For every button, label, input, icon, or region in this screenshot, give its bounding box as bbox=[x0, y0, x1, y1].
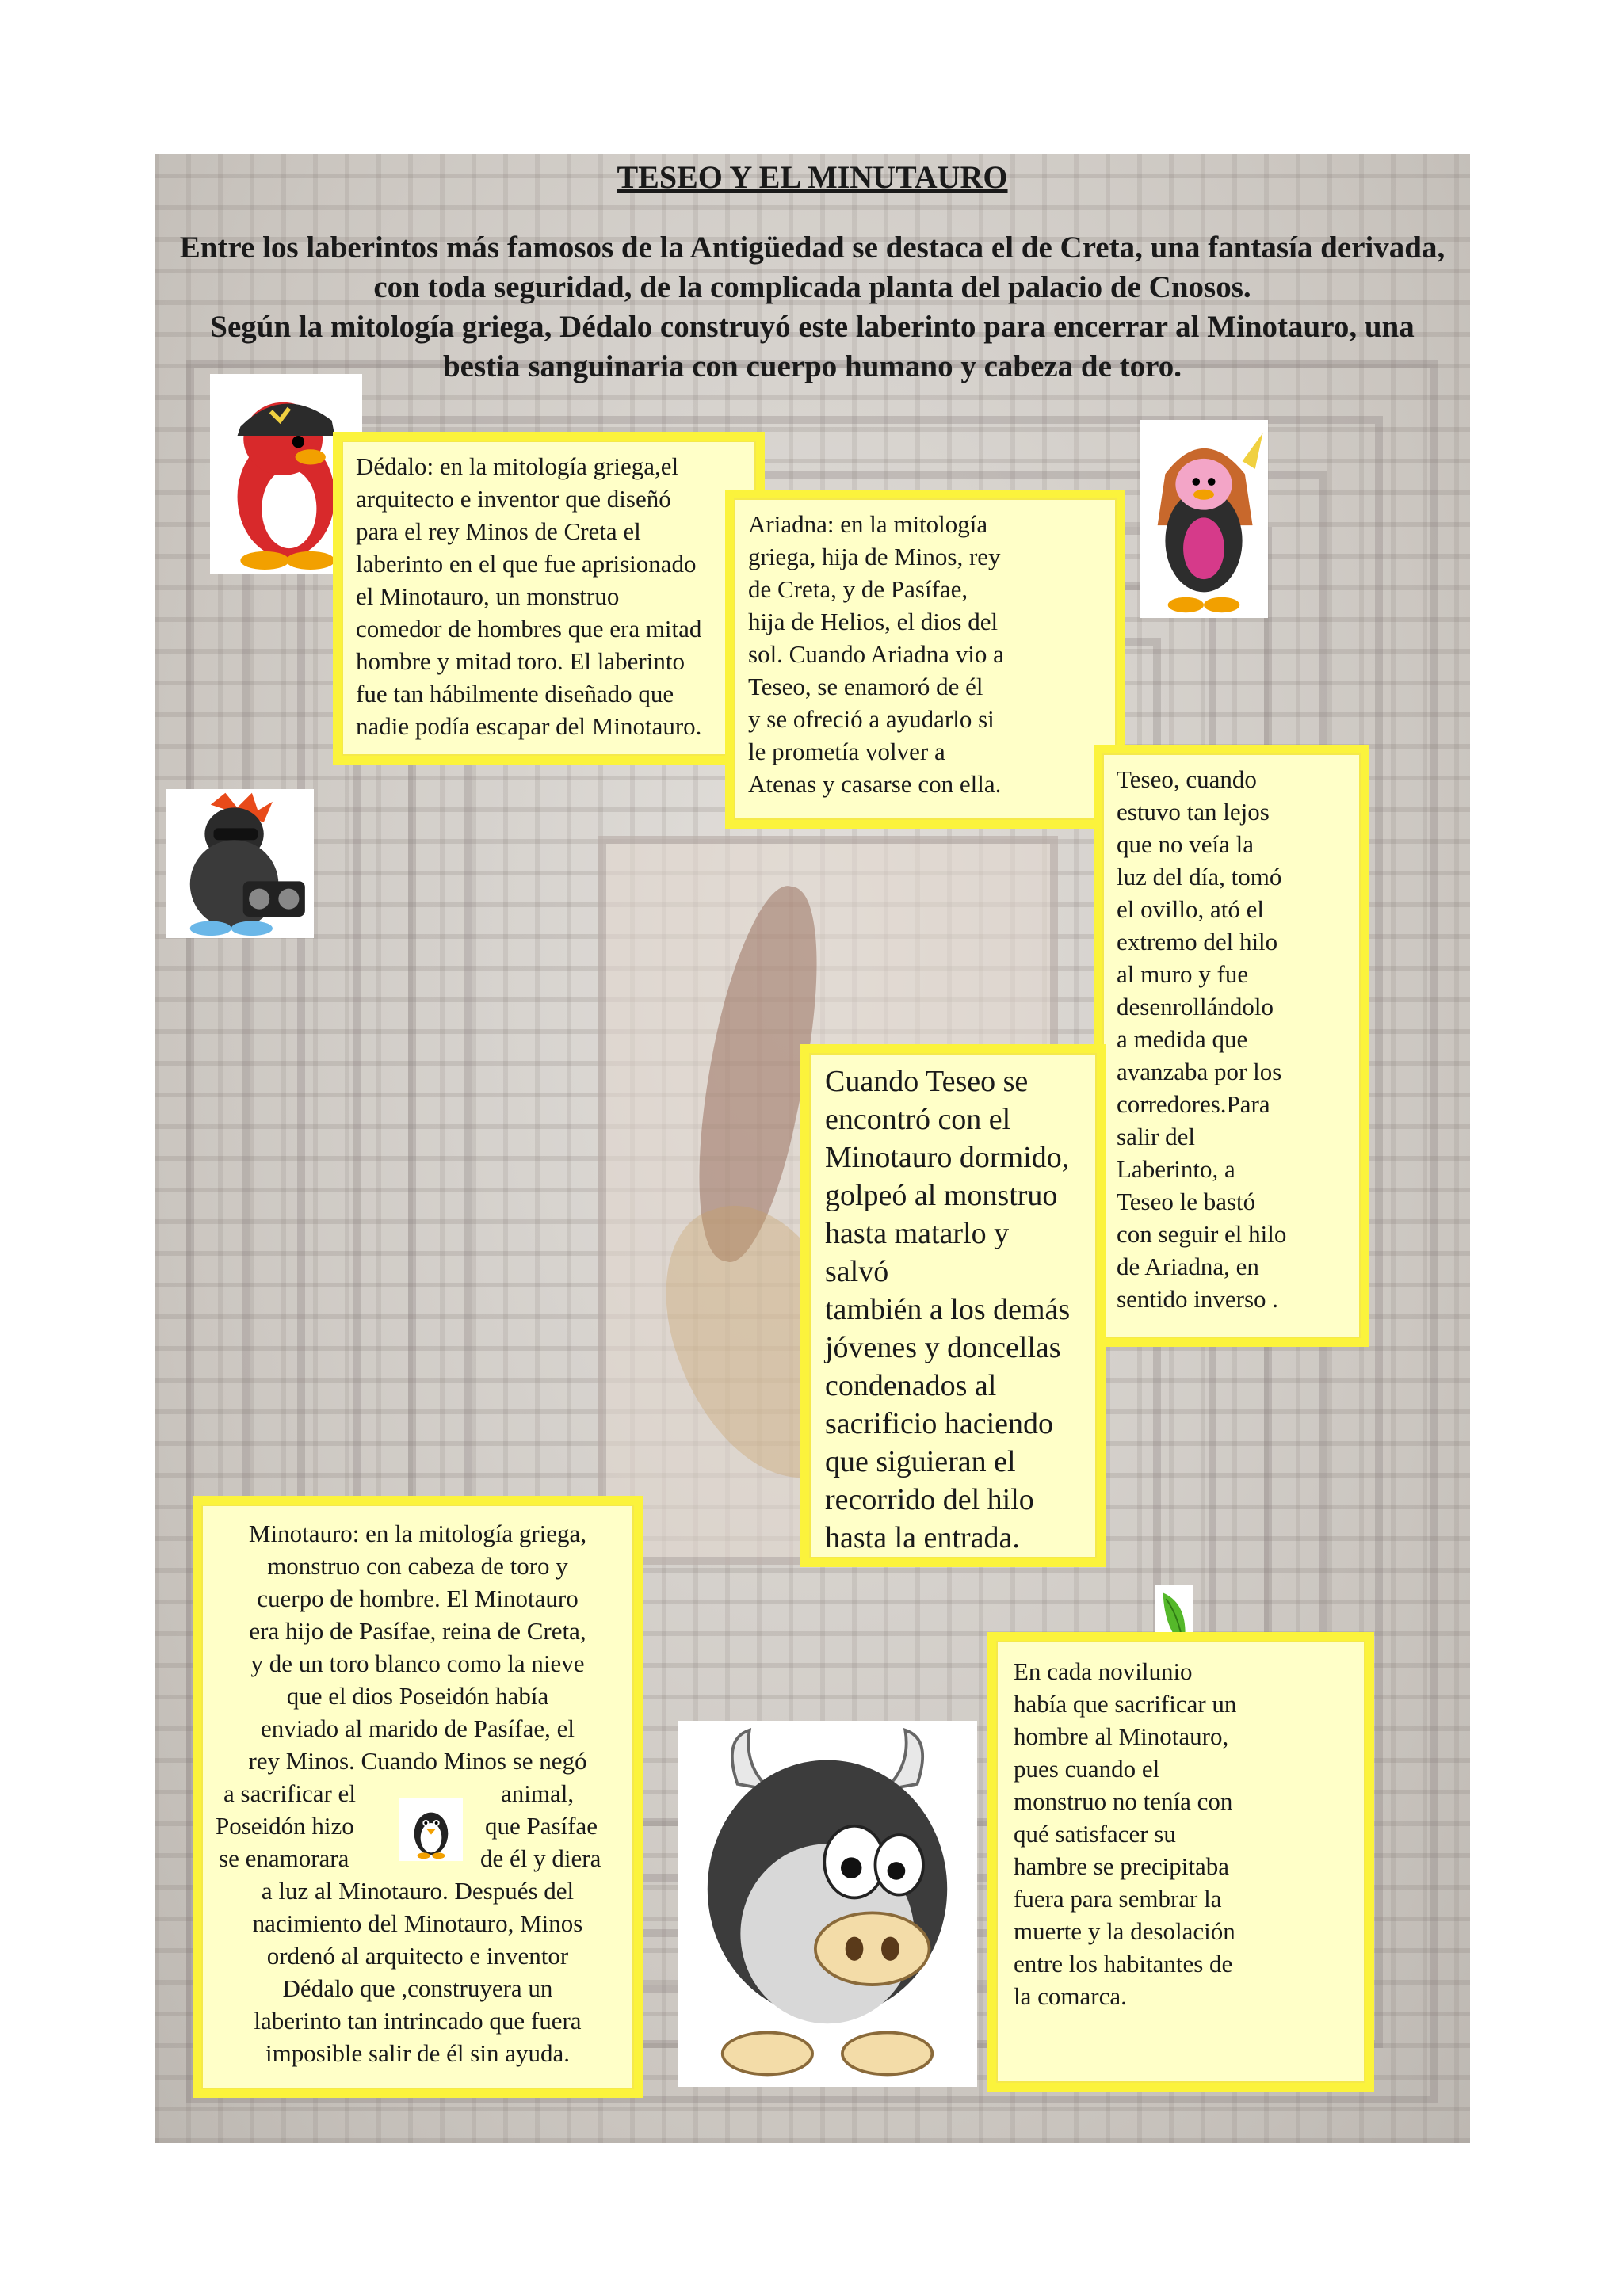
girl-penguin-icon bbox=[1140, 420, 1268, 618]
novilunio-card: En cada novilunio había que sacrificar un hombre al Minotauro, pues cuando el monstruo no tenía con qué satisfacer su hambre se precipitaba fuera para sembrar la muerte y la desolación entre los habitantes de la comarca. bbox=[987, 1632, 1374, 2092]
page-title: TESEO Y EL MINUTAURO bbox=[617, 159, 1008, 195]
minotauro-line-4: era hijo de Pasífae, reina de Creta, bbox=[249, 1617, 586, 1645]
ariadna-card: Ariadna: en la mitología griega, hija de Minos, rey de Creta, y de Pasífae, hija de Helios, el dios del sol. Cuando Ariadna vio a Teseo, se enamoró de él y se ofreció a ayudarlo si le prometía volver a Atenas y casarse con ella. bbox=[725, 490, 1125, 829]
minotauro-line-1: Minotauro: en la mitología griega, bbox=[248, 1520, 587, 1547]
minotauro-line-13: nacimiento del Minotauro, Minos bbox=[252, 1909, 583, 1937]
minotauro-line-8: rey Minos. Cuando Minos se negó bbox=[248, 1747, 587, 1775]
minotauro-line-15: Dédalo que ,construyera un bbox=[282, 1974, 553, 2002]
minotauro-line-16: laberinto tan intrincado que fuera bbox=[254, 2007, 582, 2035]
minotauro-line-3: cuerpo de hombre. El Minotauro bbox=[257, 1585, 579, 1612]
intro-paragraph-1: Entre los laberintos más famosos de la Antigüedad se destaca el de Creta, una fantasía derivada, con toda seguridad, de la complicada planta del palacio de Cnosos. bbox=[179, 231, 1445, 304]
minotauro-line-5: y de un toro blanco como la nieve bbox=[250, 1650, 585, 1677]
minotauro-line-11a: se enamorara bbox=[219, 1844, 349, 1872]
minotauro-line-11b: de él y diera bbox=[480, 1844, 601, 1872]
teseo-minotauro-card: Cuando Teseo se encontró con el Minotauro dormido, golpeó al monstruo hasta matarlo y salvó también a los demás jóvenes y doncellas condenados al sacrificio haciendo que siguieran el recorrido del hilo hasta la entrada. bbox=[800, 1044, 1106, 1567]
dj-penguin-icon bbox=[166, 789, 314, 938]
minotauro-line-2: monstruo con cabeza de toro y bbox=[267, 1552, 568, 1580]
minotauro-line-10a: Poseidón hizo bbox=[216, 1812, 354, 1840]
small-penguin-icon bbox=[399, 1798, 463, 1861]
minotauro-line-9a: a sacrificar el bbox=[223, 1779, 356, 1807]
intro-paragraph-2: Según la mitología griega, Dédalo construyó este laberinto para encerrar al Minotauro, una bestia sanguinaria con cuerpo humano y cabeza de toro. bbox=[210, 310, 1415, 383]
minotauro-line-14: ordenó al arquitecto e inventor bbox=[266, 1942, 569, 1970]
dedalo-card: Dédalo: en la mitología griega,el arquitecto e inventor que diseñó para el rey Minos de Creta el laberinto en el que fue aprisionado el Minotauro, un monstruo comedor de hombres que era mitad hombre y mitad toro. El laberinto fue tan hábilmente diseñado que nadie podía escapar del Minotauro. bbox=[333, 432, 765, 765]
minotauro-line-10b: que Pasífae bbox=[485, 1812, 598, 1840]
minotauro-line-9b: animal, bbox=[501, 1779, 575, 1807]
minotauro-line-6: que el dios Poseidón había bbox=[286, 1682, 549, 1710]
minotauro-line-12: a luz al Minotauro. Después del bbox=[261, 1877, 575, 1905]
minotauro-line-17: imposible salir de él sin ayuda. bbox=[265, 2039, 570, 2067]
teseo-hilo-card: Teseo, cuando estuvo tan lejos que no veía la luz del día, tomó el ovillo, ató el extremo del hilo al muro y fue desenrollándolo a medida que avanzaba por los corredores.Para salir del Laberinto, a Teseo le bastó con seguir el hilo de Ariadna, en sentido inverso . bbox=[1094, 745, 1369, 1347]
minotauro-card bbox=[193, 1496, 643, 2098]
cow-icon bbox=[678, 1721, 977, 2087]
minotauro-line-7: enviado al marido de Pasífae, el bbox=[261, 1714, 575, 1742]
intro-text bbox=[178, 228, 1446, 387]
